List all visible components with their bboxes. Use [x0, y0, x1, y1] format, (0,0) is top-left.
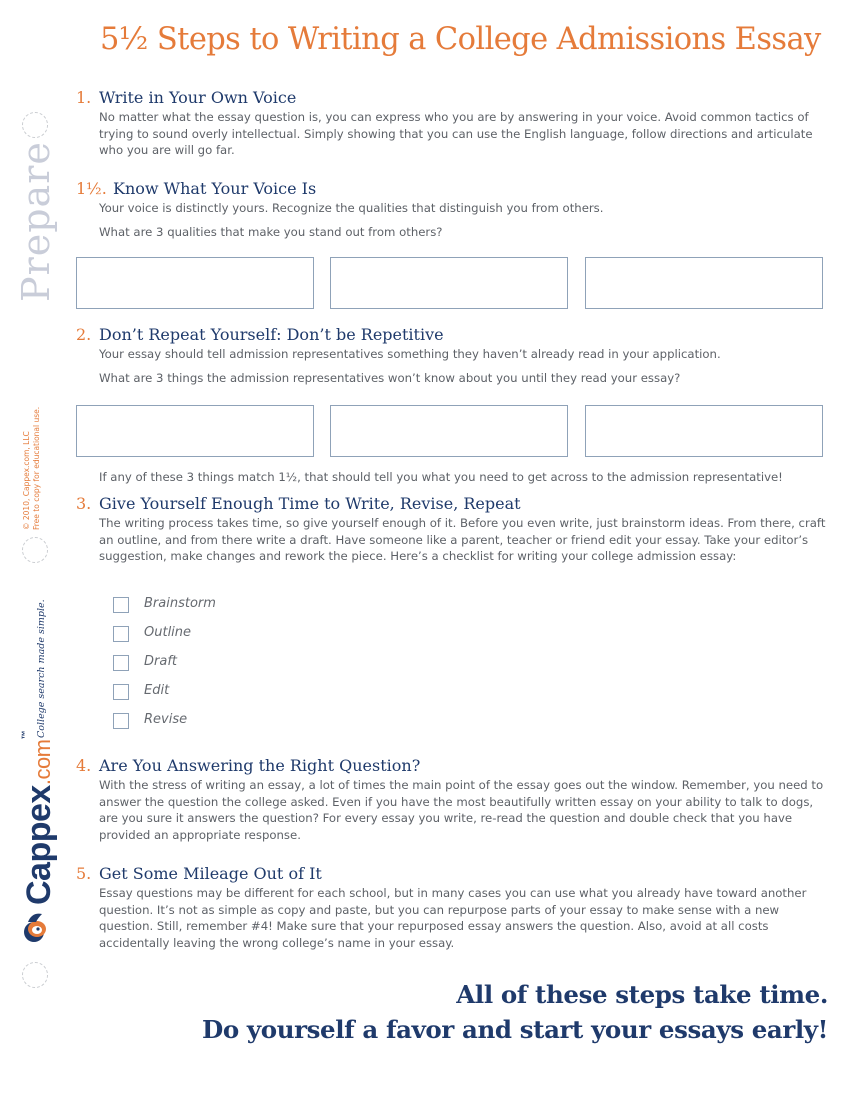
- punch-hole-icon: [22, 537, 48, 563]
- section-5: [76, 864, 826, 952]
- section-number: 2.: [76, 325, 92, 344]
- section-title: Give Yourself Enough Time to Write, Revise, Repeat: [99, 494, 521, 513]
- section-4: [76, 756, 826, 844]
- logo-tagline: College search made simple.: [36, 599, 47, 738]
- section-heading: [76, 756, 826, 775]
- section-body: Essay questions may be different for each school, but in many cases you can use what you already have toward another question. It’s not as simple as copy and paste, but you can repurpose parts of your essay to make sense with a new question. Still, remember #4! Make sure that your repurposed essay answers the question. Also, avoid at all costs accidentally leaving the wrong college’s name in your essay.: [99, 886, 807, 951]
- section-1: [76, 88, 826, 159]
- section-number: 5.: [76, 864, 92, 883]
- logo-name: Cappex: [20, 785, 58, 905]
- section-title: Don’t Repeat Yourself: Don’t be Repetitive: [99, 325, 444, 344]
- answer-box-3[interactable]: [585, 257, 823, 309]
- checklist-label: Revise: [144, 712, 188, 727]
- section-number: 3.: [76, 494, 92, 513]
- section-number: 1½.: [76, 179, 107, 198]
- checklist-label: Brainstorm: [144, 596, 216, 611]
- section-title: Get Some Mileage Out of It: [99, 864, 322, 883]
- answer-box-2[interactable]: [330, 405, 568, 457]
- section-3: [76, 494, 826, 565]
- mascot-logo-icon: [22, 908, 50, 944]
- checkbox[interactable]: [113, 713, 129, 729]
- logo-dotcom: .com: [30, 739, 55, 786]
- section-prompt: What are 3 qualities that make you stand out from others?: [99, 224, 443, 239]
- section-heading: [76, 179, 826, 198]
- section-body: No matter what the essay question is, you can express who you are by answering in your voice. Avoid common tactics of trying to sound overly intellectual. Simply showing that you can use the English language, follow directions and articulate who you are will go far.: [99, 110, 813, 158]
- checkbox[interactable]: [113, 655, 129, 671]
- answer-box-2[interactable]: [330, 257, 568, 309]
- section-body: Your voice is distinctly yours. Recognize the qualities that distinguish you from others.: [99, 201, 604, 215]
- checklist-label: Edit: [144, 683, 170, 698]
- footer-line-1: All of these steps take time.: [456, 980, 828, 1009]
- section-heading: [76, 494, 826, 513]
- left-rail: [0, 0, 70, 1099]
- punch-hole-icon: [22, 962, 48, 988]
- section-number: 1.: [76, 88, 92, 107]
- footer-line-2: Do yourself a favor and start your essays early!: [202, 1015, 828, 1044]
- section-prompt: What are 3 things the admission representatives won’t know about you until they read your essay?: [99, 370, 681, 385]
- section-title: Write in Your Own Voice: [99, 88, 297, 107]
- section-heading: [76, 325, 826, 344]
- answer-box-3[interactable]: [585, 405, 823, 457]
- logo-trademark: ™: [20, 730, 30, 740]
- page-title: 5½ Steps to Writing a College Admissions Essay: [100, 22, 821, 57]
- section-body: Your essay should tell admission representatives something they haven’t already read in your application.: [99, 347, 721, 361]
- section-1-half: [76, 179, 826, 240]
- checkbox[interactable]: [113, 597, 129, 613]
- checklist-label: Draft: [144, 654, 177, 669]
- checkbox[interactable]: [113, 684, 129, 700]
- copyright-note: © 2010, Cappex.com, LLC Free to copy for educational use.: [22, 406, 41, 530]
- prepare-label: Prepare: [14, 141, 58, 302]
- section-number: 4.: [76, 756, 92, 775]
- section-title: Are You Answering the Right Question?: [99, 756, 421, 775]
- section-note: If any of these 3 things match 1½, that should tell you what you need to get across to the admission representative!: [99, 470, 783, 484]
- checkbox[interactable]: [113, 626, 129, 642]
- things-answer-boxes: [76, 405, 826, 457]
- answer-box-1[interactable]: [76, 257, 314, 309]
- checklist-label: Outline: [144, 625, 192, 640]
- section-title: Know What Your Voice Is: [113, 179, 317, 198]
- qualities-answer-boxes: [76, 257, 826, 309]
- section-body: The writing process takes time, so give yourself enough of it. Before you even write, just brainstorm ideas. From there, craft an outline, and from there write a draft. Have someone like a parent, teacher or friend edit your essay. Take your editor’s suggestion, make changes and rework the piece. Here’s a checklist for writing your college admission essay:: [99, 516, 826, 564]
- section-2-note-wrap: [76, 467, 826, 486]
- section-heading: [76, 864, 826, 883]
- section-body: With the stress of writing an essay, a lot of times the main point of the essay goes out the window. Remember, you need to answer the question the college asked. Even if you have the most beautifully written essay on your ability to talk to dogs, are you sure it answers the question? For every essay you write, re-read the question and double check that you have provided an appropriate response.: [99, 778, 824, 843]
- cappex-logo: [20, 731, 59, 905]
- section-heading: [76, 88, 826, 107]
- answer-box-1[interactable]: [76, 405, 314, 457]
- punch-hole-icon: [22, 112, 48, 138]
- section-2: [76, 325, 826, 386]
